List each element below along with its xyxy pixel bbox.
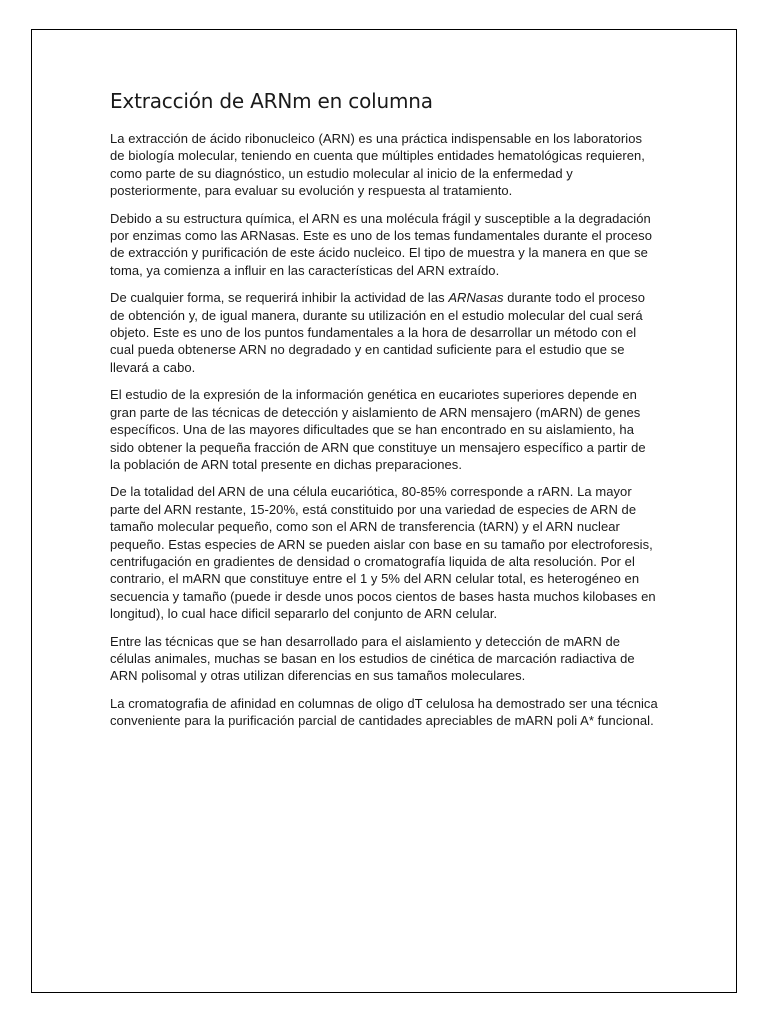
paragraph: Entre las técnicas que se han desarrollado para el aislamiento y detección de mARN de células animales, muchas se basan en los estudios de cinética de marcación radiactiva de ARN polisomal y otras utilizan diferencias en sus tamaños moleculares.	[110, 633, 635, 684]
paragraph: De la totalidad del ARN de una célula eucariótica, 80-85% corresponde a rARN. La mayor parte del ARN restante, 15-20%, está constituido por una variedad de especies de ARN de tamaño molecular pequeño, como son el ARN de transferencia (tARN) y el ARN nuclear pequeño. Estas especies de ARN se pueden aislar con base en su tamaño por electroforesis, centrifugación en gradientes de densidad o cromatografía liquida de alta resolución. Por el contrario, el mARN que constituye entre el 1 y 5% del ARN celular total, es heterogéneo en secuencia y tamaño (puede ir desde unos pocos cientos de bases hasta muchos kilobases en longitud), lo cual hace dificil separarlo del conjunto de ARN celular.	[110, 484, 656, 622]
document-content	[110, 88, 658, 740]
paragraph-text: durante todo el proceso de obtención y, de igual manera, durante su utilización en el estudio molecular del cual será objeto. Este es uno de los puntos fundamentales a la hora de desarrollar un método con el cual pueda obtenerse ARN no degradado y en cantidad suficiente para el estudio que se llevará a cabo.	[110, 290, 646, 375]
paragraph: La cromatografia de afinidad en columnas de oligo dT celulosa ha demostrado ser una técnica conveniente para la purificación parcial de cantidades apreciables de mARN poli A* funcional.	[110, 695, 658, 729]
paragraph: La extracción de ácido ribonucleico (ARN) es una práctica indispensable en los laboratorios de biología molecular, teniendo en cuenta que múltiples entidades hematológicas requieren, como parte de su diagnóstico, un estudio molecular al inicio de la enfermedad y posteriormente, para evaluar su evolución y respuesta al tratamiento.	[110, 131, 645, 199]
document-title: Extracción de ARNm en columna	[110, 89, 433, 113]
paragraph-text: De cualquier forma, se requerirá inhibir la actividad de las	[110, 290, 449, 306]
paragraph: El estudio de la expresión de la información genética en eucariotes superiores depende en gran parte de las técnicas de detección y aislamiento de ARN mensajero (mARN) de genes específicos. Una de las mayores dificultades que se han encontrado en su aislamiento, ha sido obtener la pequeña fracción de ARN que constituye un mensajero específico a partir de la población de ARN total presente en dichas preparaciones.	[110, 387, 646, 472]
document-page	[31, 29, 737, 993]
paragraph	[110, 289, 658, 376]
italic-term: ARNasas	[448, 290, 504, 306]
paragraph: Debido a su estructura química, el ARN es una molécula frágil y susceptible a la degradación por enzimas como las ARNasas. Este es uno de los temas fundamentales durante el proceso de extracción y purificación de este ácido nucleico. El tipo de muestra y la manera en que se toma, ya comienza a influir en las características del ARN extraído.	[110, 210, 652, 278]
